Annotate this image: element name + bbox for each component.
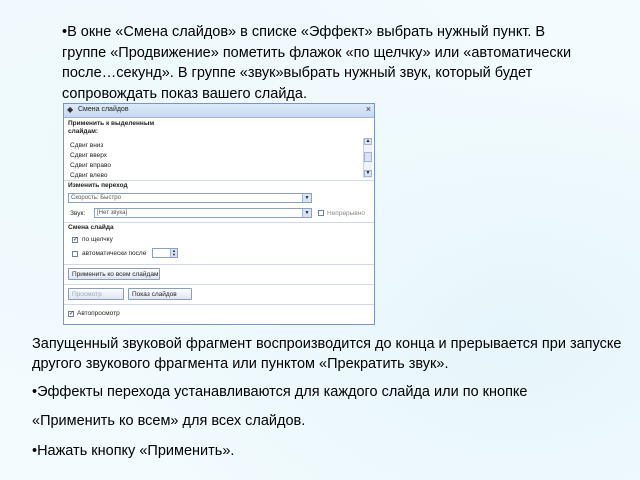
instruction-paragraph-5: •Нажать кнопку «Применить». xyxy=(32,443,235,459)
instruction-paragraph-3: •Эффекты перехода устанавливаются для каждого слайда или по кнопке xyxy=(32,384,528,400)
autopreview-checkbox[interactable]: ✓ xyxy=(69,311,75,317)
scroll-up-icon[interactable]: ▲ xyxy=(365,138,371,144)
effect-list[interactable] xyxy=(68,138,372,178)
on-click-label: по щелчку xyxy=(82,236,113,243)
apply-section-label: Применить к выделенным слайдам: xyxy=(68,120,155,135)
chevron-down-icon[interactable]: ▼ xyxy=(302,194,311,202)
slideshow-label: Показ слайдов xyxy=(132,291,177,298)
pane-titlebar xyxy=(64,104,374,118)
divider xyxy=(64,222,374,223)
divider xyxy=(64,180,374,181)
sound-select[interactable] xyxy=(94,208,312,218)
scroll-thumb[interactable] xyxy=(364,152,372,162)
loop-checkbox[interactable] xyxy=(318,210,324,216)
instruction-paragraph-4: «Применить ко всем» для всех слайдов. xyxy=(32,413,306,429)
auto-advance-label: автоматически после xyxy=(82,250,147,257)
scroll-down-icon[interactable]: ▼ xyxy=(365,170,371,176)
sound-value: [Нет звука] xyxy=(97,210,128,216)
apply-all-label: Применить ко всем слайдам xyxy=(72,271,159,278)
list-scrollbar[interactable] xyxy=(363,138,372,178)
auto-advance-checkbox[interactable] xyxy=(72,251,78,257)
chevron-down-icon[interactable]: ▼ xyxy=(302,209,311,217)
play-button[interactable] xyxy=(68,288,124,300)
divider xyxy=(64,304,374,305)
slide-transition-pane xyxy=(63,103,375,325)
advance-section-label: Смена слайда xyxy=(68,224,114,231)
list-item[interactable]: Сдвиг вверх xyxy=(70,152,107,159)
spinner-arrows-icon[interactable]: ▲ ▼ xyxy=(170,249,177,257)
divider xyxy=(64,284,374,285)
pane-back-icon[interactable]: ◆ xyxy=(67,105,74,114)
pane-title: Смена слайдов xyxy=(78,106,129,113)
loop-label: Непрерывно xyxy=(327,210,366,217)
apply-all-button[interactable] xyxy=(68,268,160,280)
slideshow-button[interactable] xyxy=(128,288,192,300)
play-label: Просмотр xyxy=(72,291,102,298)
modify-section-label: Изменить переход xyxy=(68,182,128,189)
speed-select[interactable] xyxy=(68,193,312,203)
close-icon[interactable]: × xyxy=(365,104,371,114)
list-item[interactable]: Сдвиг вправо xyxy=(70,162,111,169)
auto-seconds-spinner[interactable] xyxy=(152,248,178,258)
instruction-paragraph-2: Запущенный звуковой фрагмент воспроизводится до конца и прерывается при запуске другого звукового фрагмента или пунктом «Прекратить звук». xyxy=(32,336,622,372)
list-item[interactable]: Сдвиг вниз xyxy=(70,142,104,149)
on-click-checkbox[interactable]: ✓ xyxy=(73,237,79,243)
divider xyxy=(64,264,374,265)
sound-label: Звук: xyxy=(70,210,86,217)
autopreview-label: Автопросмотр xyxy=(77,310,120,317)
instruction-paragraph-1: •В окне «Смена слайдов» в списке «Эффект» выбрать нужный пункт. В группе «Продвижение» пометить флажок «по щелчку» или «автоматически после…секунд». В группе «звук»выбрать нужный звук, который будет сопровождать показ вашего слайда. xyxy=(62,24,572,102)
speed-value: Скорость: Быстро xyxy=(71,195,121,201)
list-item[interactable]: Сдвиг влево xyxy=(70,172,108,179)
